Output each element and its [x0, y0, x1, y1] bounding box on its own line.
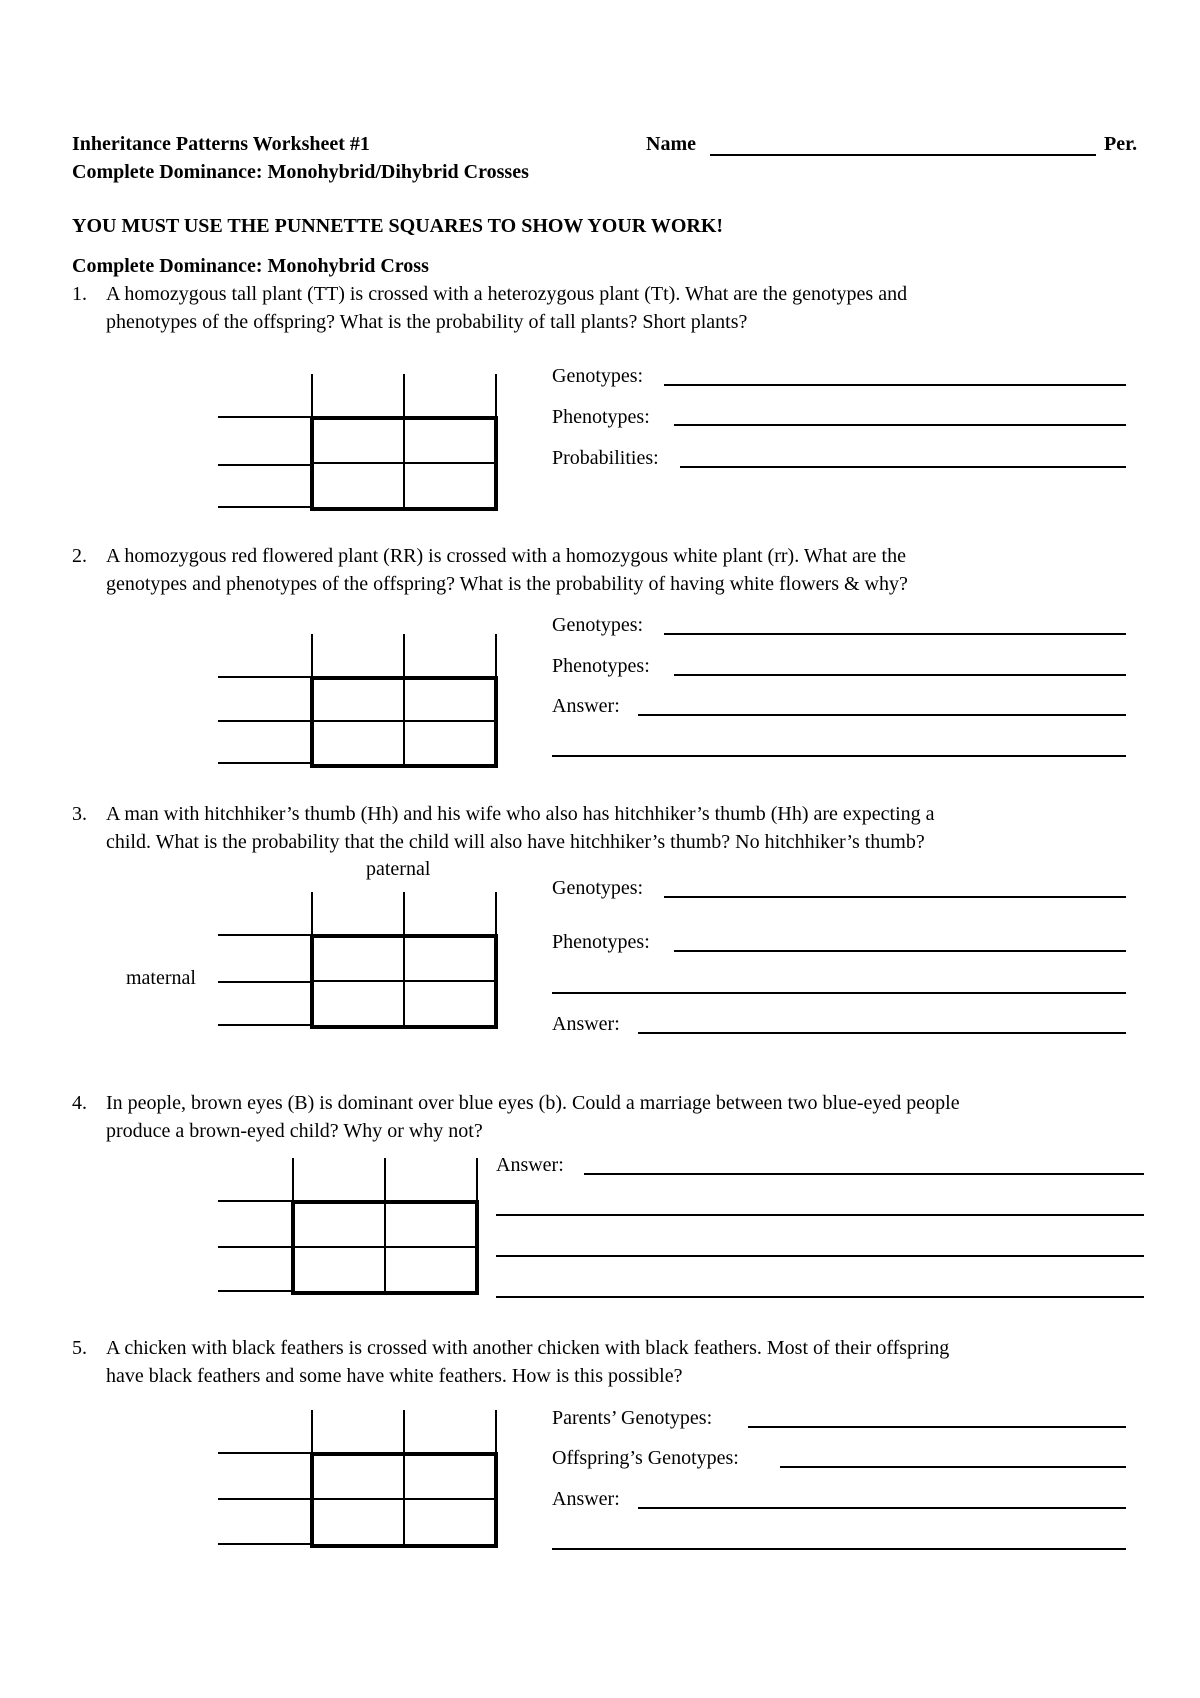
- field-label: Answer:: [552, 695, 620, 717]
- question-number: 3.: [72, 803, 87, 825]
- question-text: A man with hitchhiker’s thumb (Hh) and his wife who also has hitchhiker’s thumb (Hh) are expecting a: [106, 803, 935, 825]
- question-number: 5.: [72, 1337, 87, 1359]
- question-text: A homozygous red flowered plant (RR) is crossed with a homozygous white plant (rr). What are the: [106, 545, 906, 567]
- field-label: Genotypes:: [552, 365, 644, 387]
- question-5: [72, 1334, 1142, 1394]
- period-label: Per.: [1104, 133, 1138, 155]
- field-label: Genotypes:: [552, 614, 644, 636]
- question-number: 2.: [72, 545, 87, 567]
- field-label: Answer:: [552, 1013, 620, 1035]
- answer-line[interactable]: [780, 1466, 1126, 1468]
- answer-line[interactable]: [496, 1255, 1144, 1257]
- question-text: In people, brown eyes (B) is dominant over blue eyes (b). Could a marriage between two blue-eyed people: [106, 1092, 960, 1114]
- answer-line[interactable]: [638, 1507, 1126, 1509]
- answer-line[interactable]: [664, 896, 1126, 898]
- question-text: A chicken with black feathers is crossed with another chicken with black feathers. Most of their offspring: [106, 1337, 950, 1359]
- field-label: Phenotypes:: [552, 931, 650, 953]
- field-label: Probabilities:: [552, 447, 659, 469]
- answer-line[interactable]: [638, 1032, 1126, 1034]
- paternal-label: paternal: [366, 858, 431, 880]
- question-text: A homozygous tall plant (TT) is crossed with a heterozygous plant (Tt). What are the genotypes and: [106, 283, 908, 305]
- question-1: [72, 280, 1132, 340]
- section-title: Complete Dominance: Monohybrid Cross: [72, 255, 429, 277]
- answer-line[interactable]: [674, 674, 1126, 676]
- field-label: Genotypes:: [552, 877, 644, 899]
- question-text: phenotypes of the offspring? What is the probability of tall plants? Short plants?: [106, 311, 748, 333]
- answer-line[interactable]: [638, 714, 1126, 716]
- question-text: produce a brown-eyed child? Why or why not?: [106, 1120, 483, 1142]
- answer-line[interactable]: [496, 1296, 1144, 1298]
- answer-line[interactable]: [552, 1548, 1126, 1550]
- question-number: 4.: [72, 1092, 87, 1114]
- name-label: Name: [646, 133, 696, 155]
- answer-line[interactable]: [552, 992, 1126, 994]
- worksheet-title: Inheritance Patterns Worksheet #1: [72, 133, 370, 155]
- question-text: genotypes and phenotypes of the offspring? What is the probability of having white flowers & why?: [106, 573, 908, 595]
- question-3: [72, 800, 1132, 860]
- field-label: Phenotypes:: [552, 406, 650, 428]
- field-label: Phenotypes:: [552, 655, 650, 677]
- answer-line[interactable]: [496, 1214, 1144, 1216]
- question-2: [72, 542, 1132, 602]
- question-4: [72, 1089, 1142, 1149]
- question-number: 1.: [72, 283, 87, 305]
- answer-line[interactable]: [674, 424, 1126, 426]
- answer-line[interactable]: [674, 950, 1126, 952]
- question-text: have black feathers and some have white feathers. How is this possible?: [106, 1365, 683, 1387]
- answer-line[interactable]: [680, 466, 1126, 468]
- maternal-label: maternal: [126, 967, 196, 989]
- field-label: Answer:: [552, 1488, 620, 1510]
- instruction: YOU MUST USE THE PUNNETTE SQUARES TO SHOW YOUR WORK!: [72, 215, 724, 237]
- field-label: Answer:: [496, 1154, 564, 1176]
- answer-line[interactable]: [584, 1173, 1144, 1175]
- field-label: Offspring’s Genotypes:: [552, 1447, 739, 1469]
- question-text: child. What is the probability that the child will also have hitchhiker’s thumb? No hitchhiker’s thumb?: [106, 831, 925, 853]
- worksheet-subtitle: Complete Dominance: Monohybrid/Dihybrid Crosses: [72, 161, 529, 183]
- answer-line[interactable]: [748, 1426, 1126, 1428]
- answer-line[interactable]: [664, 633, 1126, 635]
- answer-line[interactable]: [664, 384, 1126, 386]
- name-blank[interactable]: [710, 154, 1096, 156]
- answer-line[interactable]: [552, 755, 1126, 757]
- field-label: Parents’ Genotypes:: [552, 1407, 713, 1429]
